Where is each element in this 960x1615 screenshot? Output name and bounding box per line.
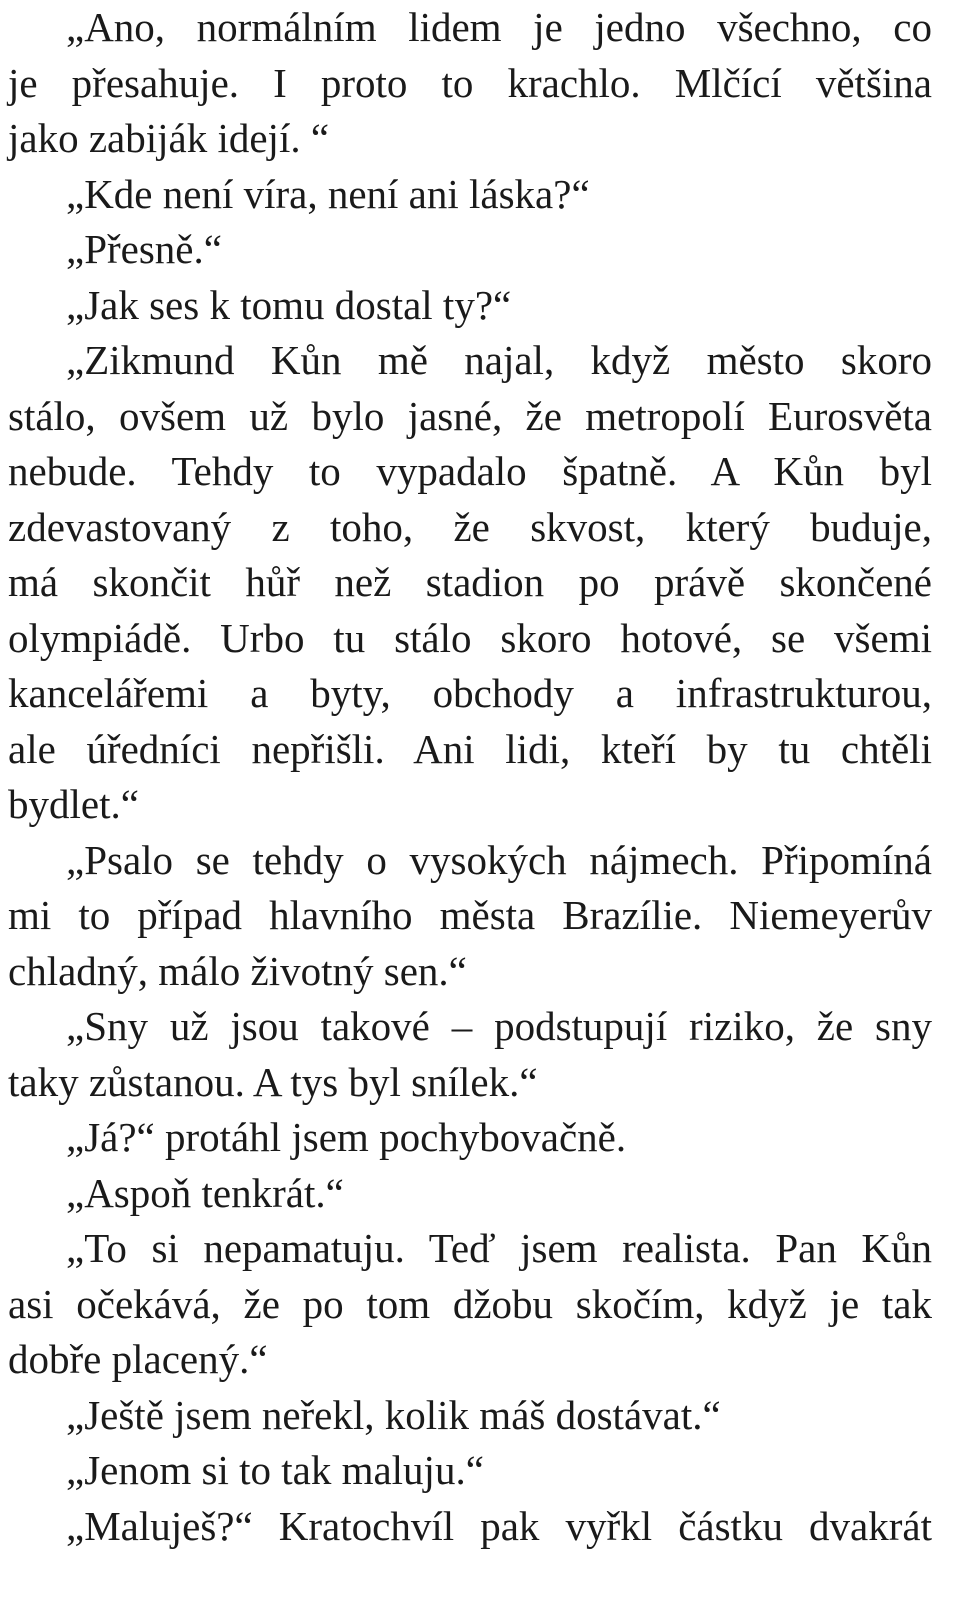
text-line: bydlet.“ xyxy=(8,781,139,827)
text-line: asi očekává, že po tom džobu skočím, když je tak xyxy=(8,1280,932,1327)
text-line: „Sny už jsou takové – podstupují riziko, že sny xyxy=(66,1003,932,1049)
text-line: „Přesně.“ xyxy=(66,226,222,272)
text-line: chladný, málo životný sen.“ xyxy=(8,947,467,994)
text-line: „Ještě jsem neřekl, kolik máš dostávat.“ xyxy=(66,1391,721,1438)
text-line: taky zůstanou. A tys byl snílek.“ xyxy=(8,1058,538,1105)
text-line: „Jak ses k tomu dostal ty?“ xyxy=(66,281,512,328)
text-line: jako zabiják idejí. “ xyxy=(8,115,330,161)
text-line: olympiádě. Urbo tu stálo skoro hotové, se všemi xyxy=(8,614,932,661)
text-line: „Aspoň tenkrát.“ xyxy=(66,1169,344,1216)
text-line: „Jenom si to tak maluju.“ xyxy=(66,1447,484,1493)
text-line: dobře placený.“ xyxy=(8,1336,268,1382)
text-line: mi to případ hlavního města Brazílie. Niemeyerův xyxy=(8,892,932,938)
text-line: „Já?“ protáhl jsem pochybovačně. xyxy=(66,1114,627,1160)
text-line: nebude. Tehdy to vypadalo špatně. A Kůn byl xyxy=(8,448,932,494)
text-line: „Ano, normálním lidem je jedno všechno, co xyxy=(66,4,932,50)
text-line: „To si nepamatuju. Teď jsem realista. Pan Kůn xyxy=(66,1225,932,1271)
body-text xyxy=(8,0,932,1554)
text-line: „Psalo se tehdy o vysokých nájmech. Připomíná xyxy=(66,836,932,883)
text-line: „Kde není víra, není ani láska?“ xyxy=(66,170,590,217)
text-line: zdevastovaný z toho, že skvost, který buduje, xyxy=(8,503,932,550)
text-line: ale úředníci nepřišli. Ani lidi, kteří by tu chtěli xyxy=(8,725,932,772)
text-line: má skončit hůř než stadion po právě skončené xyxy=(8,559,932,605)
text-line: „Zikmund Kůn mě najal, když město skoro xyxy=(66,337,932,383)
text-line: stálo, ovšem už bylo jasné, že metropolí Eurosvěta xyxy=(8,392,932,439)
text-line: „Maluješ?“ Kratochvíl pak vyřkl částku dvakrát xyxy=(66,1502,932,1549)
text-line: kancelářemi a byty, obchody a infrastrukturou, xyxy=(8,670,932,716)
text-line: je přesahuje. I proto to krachlo. Mlčící většina xyxy=(8,59,932,106)
